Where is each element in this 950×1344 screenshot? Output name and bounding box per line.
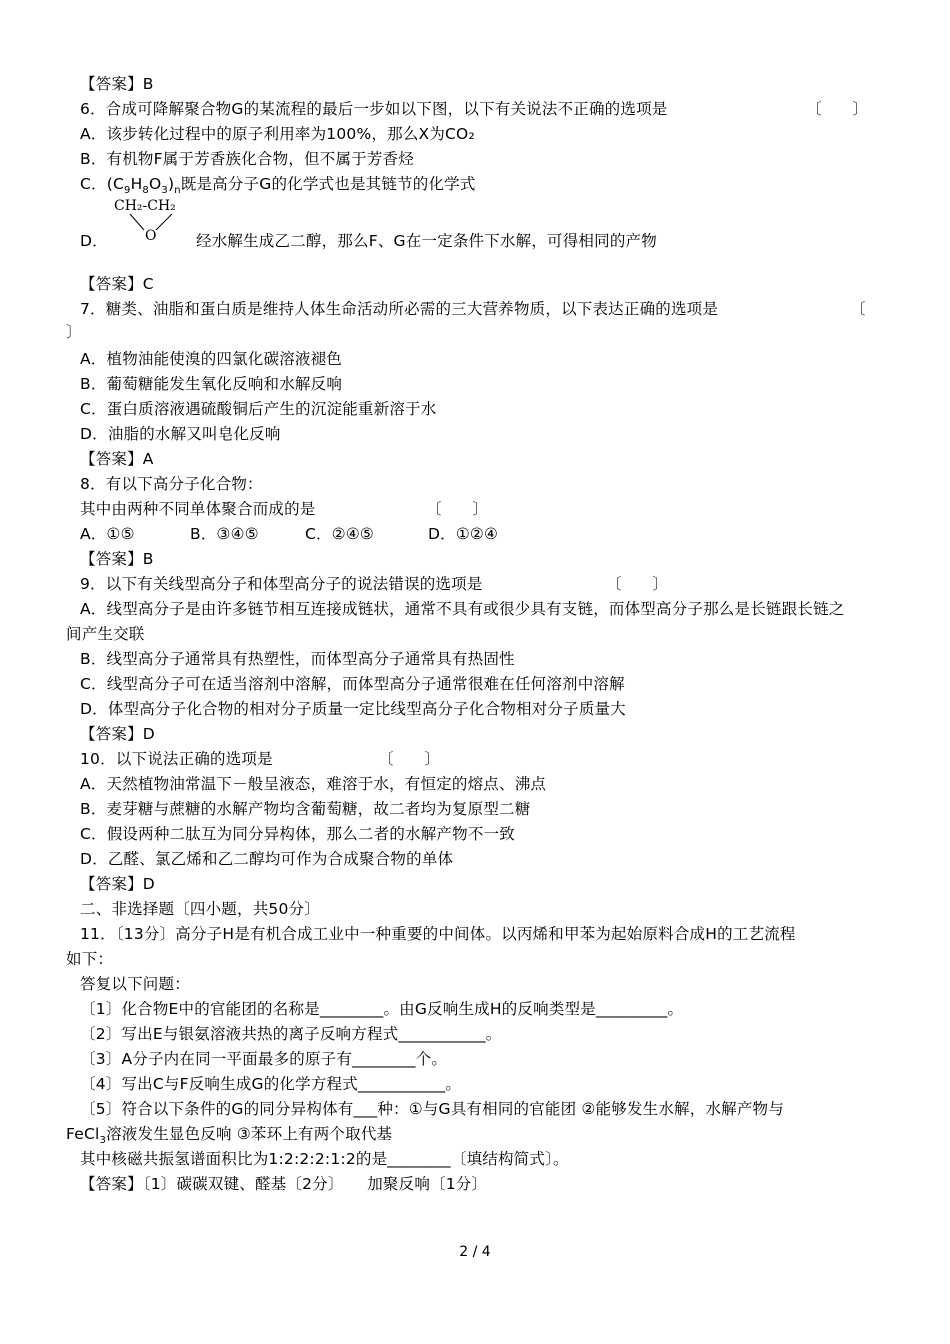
question-11-part-4: 〔4〕写出C与F反响生成G的化学方程式___________。	[80, 1075, 462, 1093]
question-6-option-a: A．该步转化过程中的原子利用率为100%，那么X为CO₂	[80, 125, 475, 143]
question-7-option-d: D．油脂的水解又叫皂化反响	[80, 425, 281, 443]
answer-9: 【答案】D	[80, 725, 155, 743]
answer-10: 【答案】D	[80, 875, 155, 893]
question-7-option-a: A．植物油能使溴的四氯化碳溶液褪色	[80, 350, 343, 368]
question-8-prompt: 其中由两种不同单体聚合而成的是	[80, 500, 316, 518]
epoxide-bond-right	[156, 214, 172, 230]
answer-5: 【答案】B	[80, 75, 154, 93]
question-7-option-b: B．葡萄糖能发生氧化反响和水解反响	[80, 375, 343, 393]
question-11-part-5-hnmr: 其中核磁共振氢谱面积比为1:2:2:2:1:2的是________〔填结构简式〕。	[80, 1150, 569, 1168]
question-6-option-d-text: 经水解生成乙二醇，那么F、G在一定条件下水解，可得相同的产物	[196, 232, 657, 250]
question-9-bracket: 〔 〕	[606, 575, 669, 593]
question-7-bracket-close: 〕	[66, 323, 82, 341]
question-6-option-c: C．$(C_9H_8O_3)_n$既是高分子G的化学式也是其链节的化学式	[80, 175, 476, 197]
question-6-stem: 6．合成可降解聚合物G的某流程的最后一步如以下图，以下有关说法不正确的选项是	[80, 100, 668, 118]
question-9-option-b: B．线型高分子通常具有热塑性，而体型高分子通常具有热固性	[80, 650, 515, 668]
epoxide-oxygen-label: O	[145, 228, 157, 244]
epoxide-bond-left	[130, 214, 144, 230]
question-9-option-c: C．线型高分子可在适当溶剂中溶解，而体型高分子通常很难在任何溶剂中溶解	[80, 675, 625, 693]
question-11-instruction: 答复以下问题：	[80, 975, 190, 993]
question-8-option-d: D．①②④	[428, 525, 499, 543]
question-11-stem: 11．〔13分〕高分子H是有机合成工业中一种重要的中间体。以丙烯和甲苯为起始原料合成H的工艺流程	[80, 925, 796, 943]
question-11-part-5: 〔5〕符合以下条件的G的同分异构体有___种：①与G具有相同的官能团 ②能够发生水解，水解产物与	[80, 1100, 784, 1118]
question-7-option-c: C．蛋白质溶液遇硫酸铜后产生的沉淀能重新溶于水	[80, 400, 437, 418]
question-10-option-d: D．乙醛、氯乙烯和乙二醇均可作为合成聚合物的单体	[80, 850, 454, 868]
question-8-stem: 8．有以下高分子化合物：	[80, 475, 263, 493]
question-9-option-d: D．体型高分子化合物的相对分子质量一定比线型高分子化合物相对分子质量大	[80, 700, 626, 718]
question-11-part-3: 〔3〕A分子内在同一平面最多的原子有________个。	[80, 1050, 448, 1068]
question-7-stem: 7．糖类、油脂和蛋白质是维持人体生命活动所必需的三大营养物质，以下表达正确的选项是	[80, 300, 719, 318]
answer-11: 【答案】〔1〕碳碳双键、醛基〔2分〕 加聚反响〔1分〕	[80, 1175, 488, 1193]
answer-6: 【答案】C	[80, 275, 154, 293]
question-6-option-d-label: D．	[80, 232, 108, 250]
question-10-option-b: B．麦芽糖与蔗糖的水解产物均含葡萄糖，故二者均为复原型二糖	[80, 800, 531, 818]
question-6-bracket: 〔 〕	[806, 100, 869, 118]
question-10-stem: 10．以下说法正确的选项是	[80, 750, 273, 768]
question-11-part-1: 〔1〕化合物E中的官能团的名称是________。由G反响生成H的反响类型是_________。	[80, 1000, 684, 1018]
question-11-part-5-cont: FeCl$_3$溶液发生显色反响 ③苯环上有两个取代基	[66, 1125, 393, 1147]
answer-8: 【答案】B	[80, 550, 154, 568]
question-9-stem: 9．以下有关线型高分子和体型高分子的说法错误的选项是	[80, 575, 483, 593]
question-10-bracket: 〔 〕	[378, 750, 441, 768]
question-6-option-b: B．有机物F属于芳香族化合物，但不属于芳香烃	[80, 150, 414, 168]
page-number: 2 / 4	[459, 1244, 491, 1260]
question-10-option-a: A．天然植物油常温下－般呈液态，难溶于水，有恒定的熔点、沸点	[80, 775, 547, 793]
answer-7: 【答案】A	[80, 450, 154, 468]
question-11-part-2: 〔2〕写出E与银氨溶液共热的离子反响方程式___________。	[80, 1025, 502, 1043]
question-8-option-c: C．②④⑤	[305, 525, 375, 543]
question-9-option-a: A．线型高分子是由许多链节相互连接成链状，通常不具有或很少具有支链，而体型高分子那么是长链跟长链之	[80, 600, 845, 618]
question-9-option-a-cont: 间产生交联	[66, 625, 145, 643]
epoxide-top-label: CH₂-CH₂	[114, 198, 176, 214]
question-8-option-a: A．①⑤	[80, 525, 135, 543]
question-11-stem-cont: 如下：	[66, 950, 114, 968]
epoxide-structure	[108, 194, 192, 246]
question-10-option-c: C．假设两种二肽互为同分异构体，那么二者的水解产物不一致	[80, 825, 515, 843]
section-heading-nonchoice: 二、非选择题〔四小题，共50分〕	[80, 900, 320, 918]
question-8-bracket: 〔 〕	[426, 500, 489, 518]
question-8-option-b: B．③④⑤	[190, 525, 259, 543]
question-7-bracket-open: 〔	[850, 300, 866, 318]
